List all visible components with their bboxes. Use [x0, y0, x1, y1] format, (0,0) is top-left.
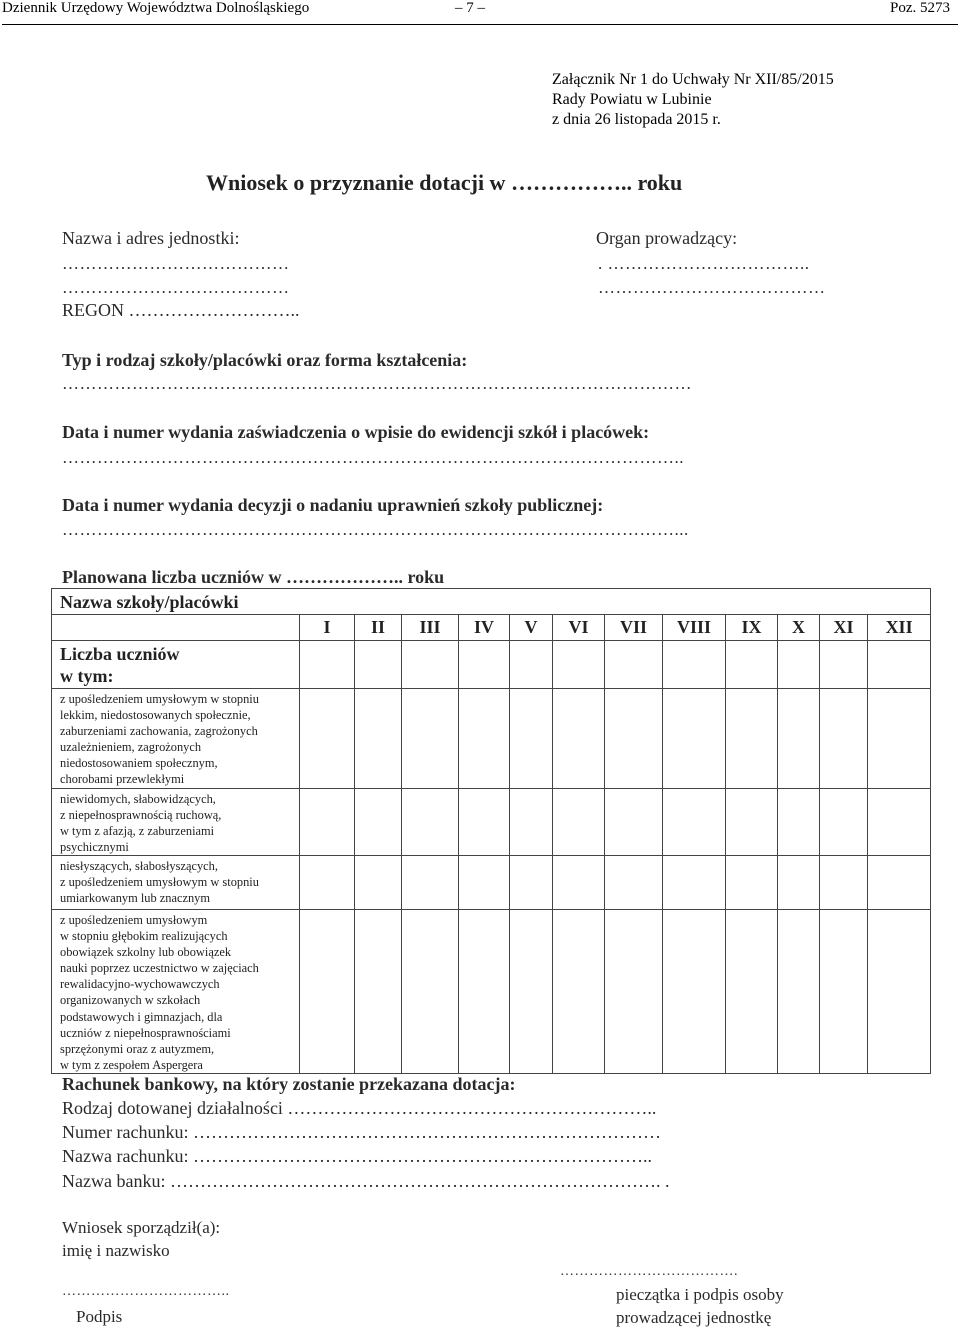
category-4-input-9[interactable] [726, 909, 778, 1073]
category-3-input-11[interactable] [820, 855, 868, 909]
students-table [51, 588, 931, 1074]
school-name-cell [52, 589, 931, 615]
month-header-6: VI [553, 615, 605, 641]
category-3-input-3[interactable] [402, 855, 459, 909]
school-type-label: Typ i rodzaj szkoły/placówki oraz forma kształcenia: [62, 350, 468, 370]
category-line: organizowanych w szkołach [60, 993, 201, 1008]
category-1-input-6[interactable] [553, 689, 605, 789]
count-input-3[interactable] [402, 641, 459, 689]
signature-dots-right[interactable]: ………………………………. [560, 1264, 738, 1279]
category-2-input-10[interactable] [778, 788, 820, 855]
unit-dots-2[interactable]: ………………………………… [62, 278, 290, 297]
category-description-3 [52, 855, 300, 909]
table-row-category-2 [52, 788, 931, 855]
stamp-caption-1: pieczątka i podpis osoby [616, 1285, 784, 1304]
category-description-1 [52, 689, 300, 789]
count-input-11[interactable] [820, 641, 868, 689]
category-line: uczniów z niepełnosprawnościami [60, 1025, 231, 1040]
category-line: chorobami przewlekłymi [60, 772, 185, 787]
annex-line-1: Załącznik Nr 1 do Uchwały Nr XII/85/2015 [552, 71, 834, 88]
account-name-field[interactable]: Nazwa rachunku: ………………………………………………………………….. [62, 1146, 652, 1166]
month-header-7: VII [605, 615, 663, 641]
in-that-label: w tym: [60, 666, 114, 686]
header-divider [2, 24, 958, 25]
category-1-input-12[interactable] [868, 689, 931, 789]
bank-heading: Rachunek bankowy, na który zostanie przekazana dotacja: [62, 1074, 516, 1094]
category-line: z upośledzeniem umysłowym w stopniu [60, 875, 259, 890]
prepared-by-label: Wniosek sporządził(a): [62, 1218, 221, 1237]
category-2-input-12[interactable] [868, 788, 931, 855]
count-input-1[interactable] [300, 641, 355, 689]
organ-dots-1[interactable]: . …………………………….. [598, 254, 810, 273]
category-line: lekkim, niedostosowanych społecznie, [60, 708, 251, 723]
count-input-6[interactable] [553, 641, 605, 689]
category-3-input-6[interactable] [553, 855, 605, 909]
month-header-1: I [300, 615, 355, 641]
category-4-input-5[interactable] [510, 909, 553, 1073]
unit-dots-1[interactable]: ………………………………… [62, 254, 290, 273]
month-header-11: XI [820, 615, 868, 641]
table-row-category-4 [52, 909, 931, 1073]
category-description-2 [52, 788, 300, 855]
category-4-input-2[interactable] [355, 909, 402, 1073]
month-header-2: II [355, 615, 402, 641]
category-1-input-2[interactable] [355, 689, 402, 789]
category-2-input-5[interactable] [510, 788, 553, 855]
category-2-input-8[interactable] [663, 788, 726, 855]
month-header-10: X [778, 615, 820, 641]
category-4-input-3[interactable] [402, 909, 459, 1073]
category-description-4 [52, 909, 300, 1073]
decision-label: Data i numer wydania decyzji o nadaniu uprawnień szkoły publicznej: [62, 495, 604, 515]
bank-name-field[interactable]: Nazwa banku: ………………………………………………………………………. . [62, 1171, 670, 1191]
count-input-9[interactable] [726, 641, 778, 689]
table-row-months [52, 615, 931, 641]
category-line: sprzężonymi oraz z autyzmem, [60, 1041, 215, 1056]
category-4-input-8[interactable] [663, 909, 726, 1073]
category-line: rewalidacyjno-wychowawczych [60, 977, 220, 992]
month-header-4: IV [459, 615, 510, 641]
category-1-input-8[interactable] [663, 689, 726, 789]
category-line: niedostosowaniem społecznym, [60, 756, 218, 771]
category-3-input-1[interactable] [300, 855, 355, 909]
count-input-2[interactable] [355, 641, 402, 689]
regon-field[interactable]: REGON ……………………….. [62, 300, 300, 320]
category-line: z upośledzeniem umysłowym [60, 912, 208, 927]
category-2-input-9[interactable] [726, 788, 778, 855]
category-2-input-4[interactable] [459, 788, 510, 855]
organ-dots-2[interactable]: ………………………………… [598, 278, 826, 297]
signature-caption-left: Podpis [76, 1307, 123, 1326]
category-line: podstawowych i gimnazjach, dla [60, 1009, 223, 1024]
category-1-input-11[interactable] [820, 689, 868, 789]
table-row-student-count [52, 641, 931, 689]
category-line: zaburzeniami zachowania, zagrożonych [60, 724, 258, 739]
category-3-input-2[interactable] [355, 855, 402, 909]
certificate-dots[interactable]: …………………………………………………………………………………………….. [62, 448, 684, 467]
category-line: z upośledzeniem umysłowym w stopniu [60, 692, 259, 706]
category-line: z niepełnosprawnością ruchową, [60, 807, 222, 822]
category-2-input-2[interactable] [355, 788, 402, 855]
table-row-category-3 [52, 855, 931, 909]
category-3-input-12[interactable] [868, 855, 931, 909]
category-2-input-6[interactable] [553, 788, 605, 855]
table-row-school-name [52, 589, 931, 615]
month-header-5: V [510, 615, 553, 641]
category-line: obowiązek szkolny lub obowiązek [60, 945, 232, 960]
category-line: niesłyszących, słabosłyszących, [60, 858, 218, 873]
count-input-5[interactable] [510, 641, 553, 689]
page-number: – 7 – [455, 0, 485, 16]
category-4-input-4[interactable] [459, 909, 510, 1073]
category-1-input-4[interactable] [459, 689, 510, 789]
category-line: uzależnieniem, zagrożonych [60, 740, 202, 755]
category-3-input-8[interactable] [663, 855, 726, 909]
category-1-input-3[interactable] [402, 689, 459, 789]
decision-dots[interactable]: ……………………………………………………………………………………………... [62, 520, 689, 539]
student-count-cell [52, 641, 300, 689]
account-number-field[interactable]: Numer rachunku: …………………………………………………………………… [62, 1122, 661, 1142]
count-input-4[interactable] [459, 641, 510, 689]
category-2-input-11[interactable] [820, 788, 868, 855]
category-line: w tym z afazją, z zaburzeniami [60, 823, 215, 838]
unit-label: Nazwa i adres jednostki: [62, 228, 240, 248]
planned-students-label: Planowana liczba uczniów w ……………….. roku [62, 567, 445, 587]
category-line: w tym z zespołem Aspergera [60, 1057, 203, 1072]
category-4-input-12[interactable] [868, 909, 931, 1073]
annex-line-3: z dnia 26 listopada 2015 r. [552, 111, 721, 128]
category-4-input-7[interactable] [605, 909, 663, 1073]
count-input-7[interactable] [605, 641, 663, 689]
journal-title: Dziennik Urzędowy Województwa Dolnośląskiego [2, 0, 310, 16]
student-count-label: Liczba uczniów [60, 644, 180, 664]
full-name-label: imię i nazwisko [62, 1241, 170, 1260]
category-3-input-10[interactable] [778, 855, 820, 909]
category-1-input-7[interactable] [605, 689, 663, 789]
school-type-dots[interactable]: ……………………………………………………………………………………………… [62, 374, 692, 393]
category-line: psychicznymi [60, 839, 129, 854]
annex-line-2: Rady Powiatu w Lubinie [552, 91, 712, 108]
category-2-input-3[interactable] [402, 788, 459, 855]
month-header-8: VIII [663, 615, 726, 641]
category-line: niewidomych, słabowidzących, [60, 791, 216, 806]
count-input-8[interactable] [663, 641, 726, 689]
category-3-input-4[interactable] [459, 855, 510, 909]
month-header-12: XII [868, 615, 931, 641]
category-1-input-9[interactable] [726, 689, 778, 789]
activity-type-field[interactable]: Rodzaj dotowanej działalności …………………………………………………….. [62, 1098, 657, 1118]
months-blank-cell [52, 615, 300, 641]
category-3-input-9[interactable] [726, 855, 778, 909]
category-2-input-7[interactable] [605, 788, 663, 855]
count-input-10[interactable] [778, 641, 820, 689]
category-4-input-1[interactable] [300, 909, 355, 1073]
position-number: Poz. 5273 [890, 0, 950, 16]
category-2-input-1[interactable] [300, 788, 355, 855]
signature-dots-left[interactable]: …………………………….. [62, 1284, 230, 1299]
month-header-3: III [402, 615, 459, 641]
category-line: umiarkowanym lub znacznym [60, 891, 211, 906]
category-4-input-6[interactable] [553, 909, 605, 1073]
stamp-caption-2: prowadzącej jednostkę [616, 1308, 772, 1327]
category-1-input-5[interactable] [510, 689, 553, 789]
form-title: Wniosek o przyznanie dotacji w …………….. roku [206, 170, 683, 195]
category-3-input-5[interactable] [510, 855, 553, 909]
category-3-input-7[interactable] [605, 855, 663, 909]
count-input-12[interactable] [868, 641, 931, 689]
category-1-input-1[interactable] [300, 689, 355, 789]
category-line: w stopniu głębokim realizujących [60, 929, 228, 944]
organ-label: Organ prowadzący: [596, 228, 738, 248]
category-4-input-11[interactable] [820, 909, 868, 1073]
category-1-input-10[interactable] [778, 689, 820, 789]
school-name-label: Nazwa szkoły/placówki [60, 592, 239, 612]
month-header-9: IX [726, 615, 778, 641]
certificate-label: Data i numer wydania zaświadczenia o wpisie do ewidencji szkół i placówek: [62, 422, 650, 442]
category-line: nauki poprzez uczestnictwo w zajęciach [60, 961, 259, 976]
category-4-input-10[interactable] [778, 909, 820, 1073]
table-row-category-1 [52, 689, 931, 789]
